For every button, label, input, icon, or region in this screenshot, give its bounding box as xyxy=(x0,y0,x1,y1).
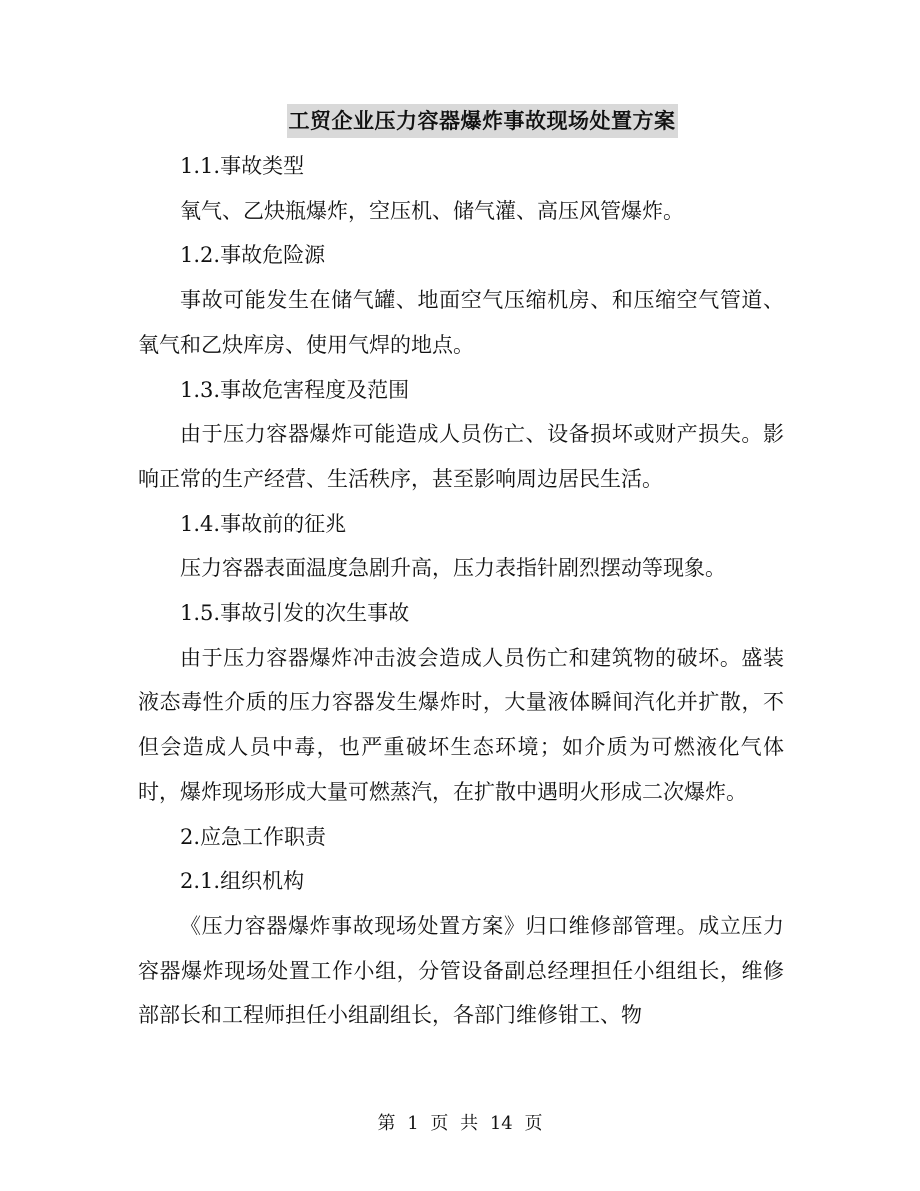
section-heading: 1.2.事故危险源 xyxy=(180,243,326,268)
section-heading: 2.1.组织机构 xyxy=(180,869,305,894)
body-paragraph: 压力容器表面温度急剧升高，压力表指针剧烈摆动等现象。 xyxy=(180,556,726,581)
body-paragraph: 由于压力容器爆炸可能造成人员伤亡、设备损坏或财产损失。影响正常的生产经营、生活秩序，甚至影响周边居民生活。 xyxy=(138,422,784,491)
document-body xyxy=(138,144,784,1038)
page-footer: 第 1 页 共 14 页 xyxy=(377,1113,543,1134)
document-title: 工贸企业压力容器爆炸事故现场处置方案 xyxy=(287,104,678,138)
title-container xyxy=(0,104,920,138)
section-heading: 1.1.事故类型 xyxy=(180,154,305,178)
body-paragraph: 由于压力容器爆炸冲击波会造成人员伤亡和建筑物的破坏。盛装液态毒性介质的压力容器发生爆炸时，大量液体瞬间汽化并扩散，不但会造成人员中毒，也严重破坏生态环境；如介质为可燃液化气体时，爆炸现场形成大量可燃蒸汽，在扩散中遇明火形成二次爆炸。 xyxy=(138,645,784,804)
section-heading: 2.应急工作职责 xyxy=(180,824,327,849)
body-paragraph: 氧气、乙炔瓶爆炸，空压机、储气灌、高压风管爆炸。 xyxy=(180,198,684,223)
body-paragraph: 《压力容器爆炸事故现场处置方案》归口维修部管理。成立压力容器爆炸现场处置工作小组，分管设备副总经理担任小组组长，维修部部长和工程师担任小组副组长，各部门维修钳工、物 xyxy=(138,913,784,1028)
section-heading: 1.4.事故前的征兆 xyxy=(180,511,347,536)
body-paragraph: 事故可能发生在储气罐、地面空气压缩机房、和压缩空气管道、氧气和乙炔库房、使用气焊的地点。 xyxy=(138,288,784,357)
section-heading: 1.5.事故引发的次生事故 xyxy=(180,601,410,626)
section-heading: 1.3.事故危害程度及范围 xyxy=(180,377,410,402)
